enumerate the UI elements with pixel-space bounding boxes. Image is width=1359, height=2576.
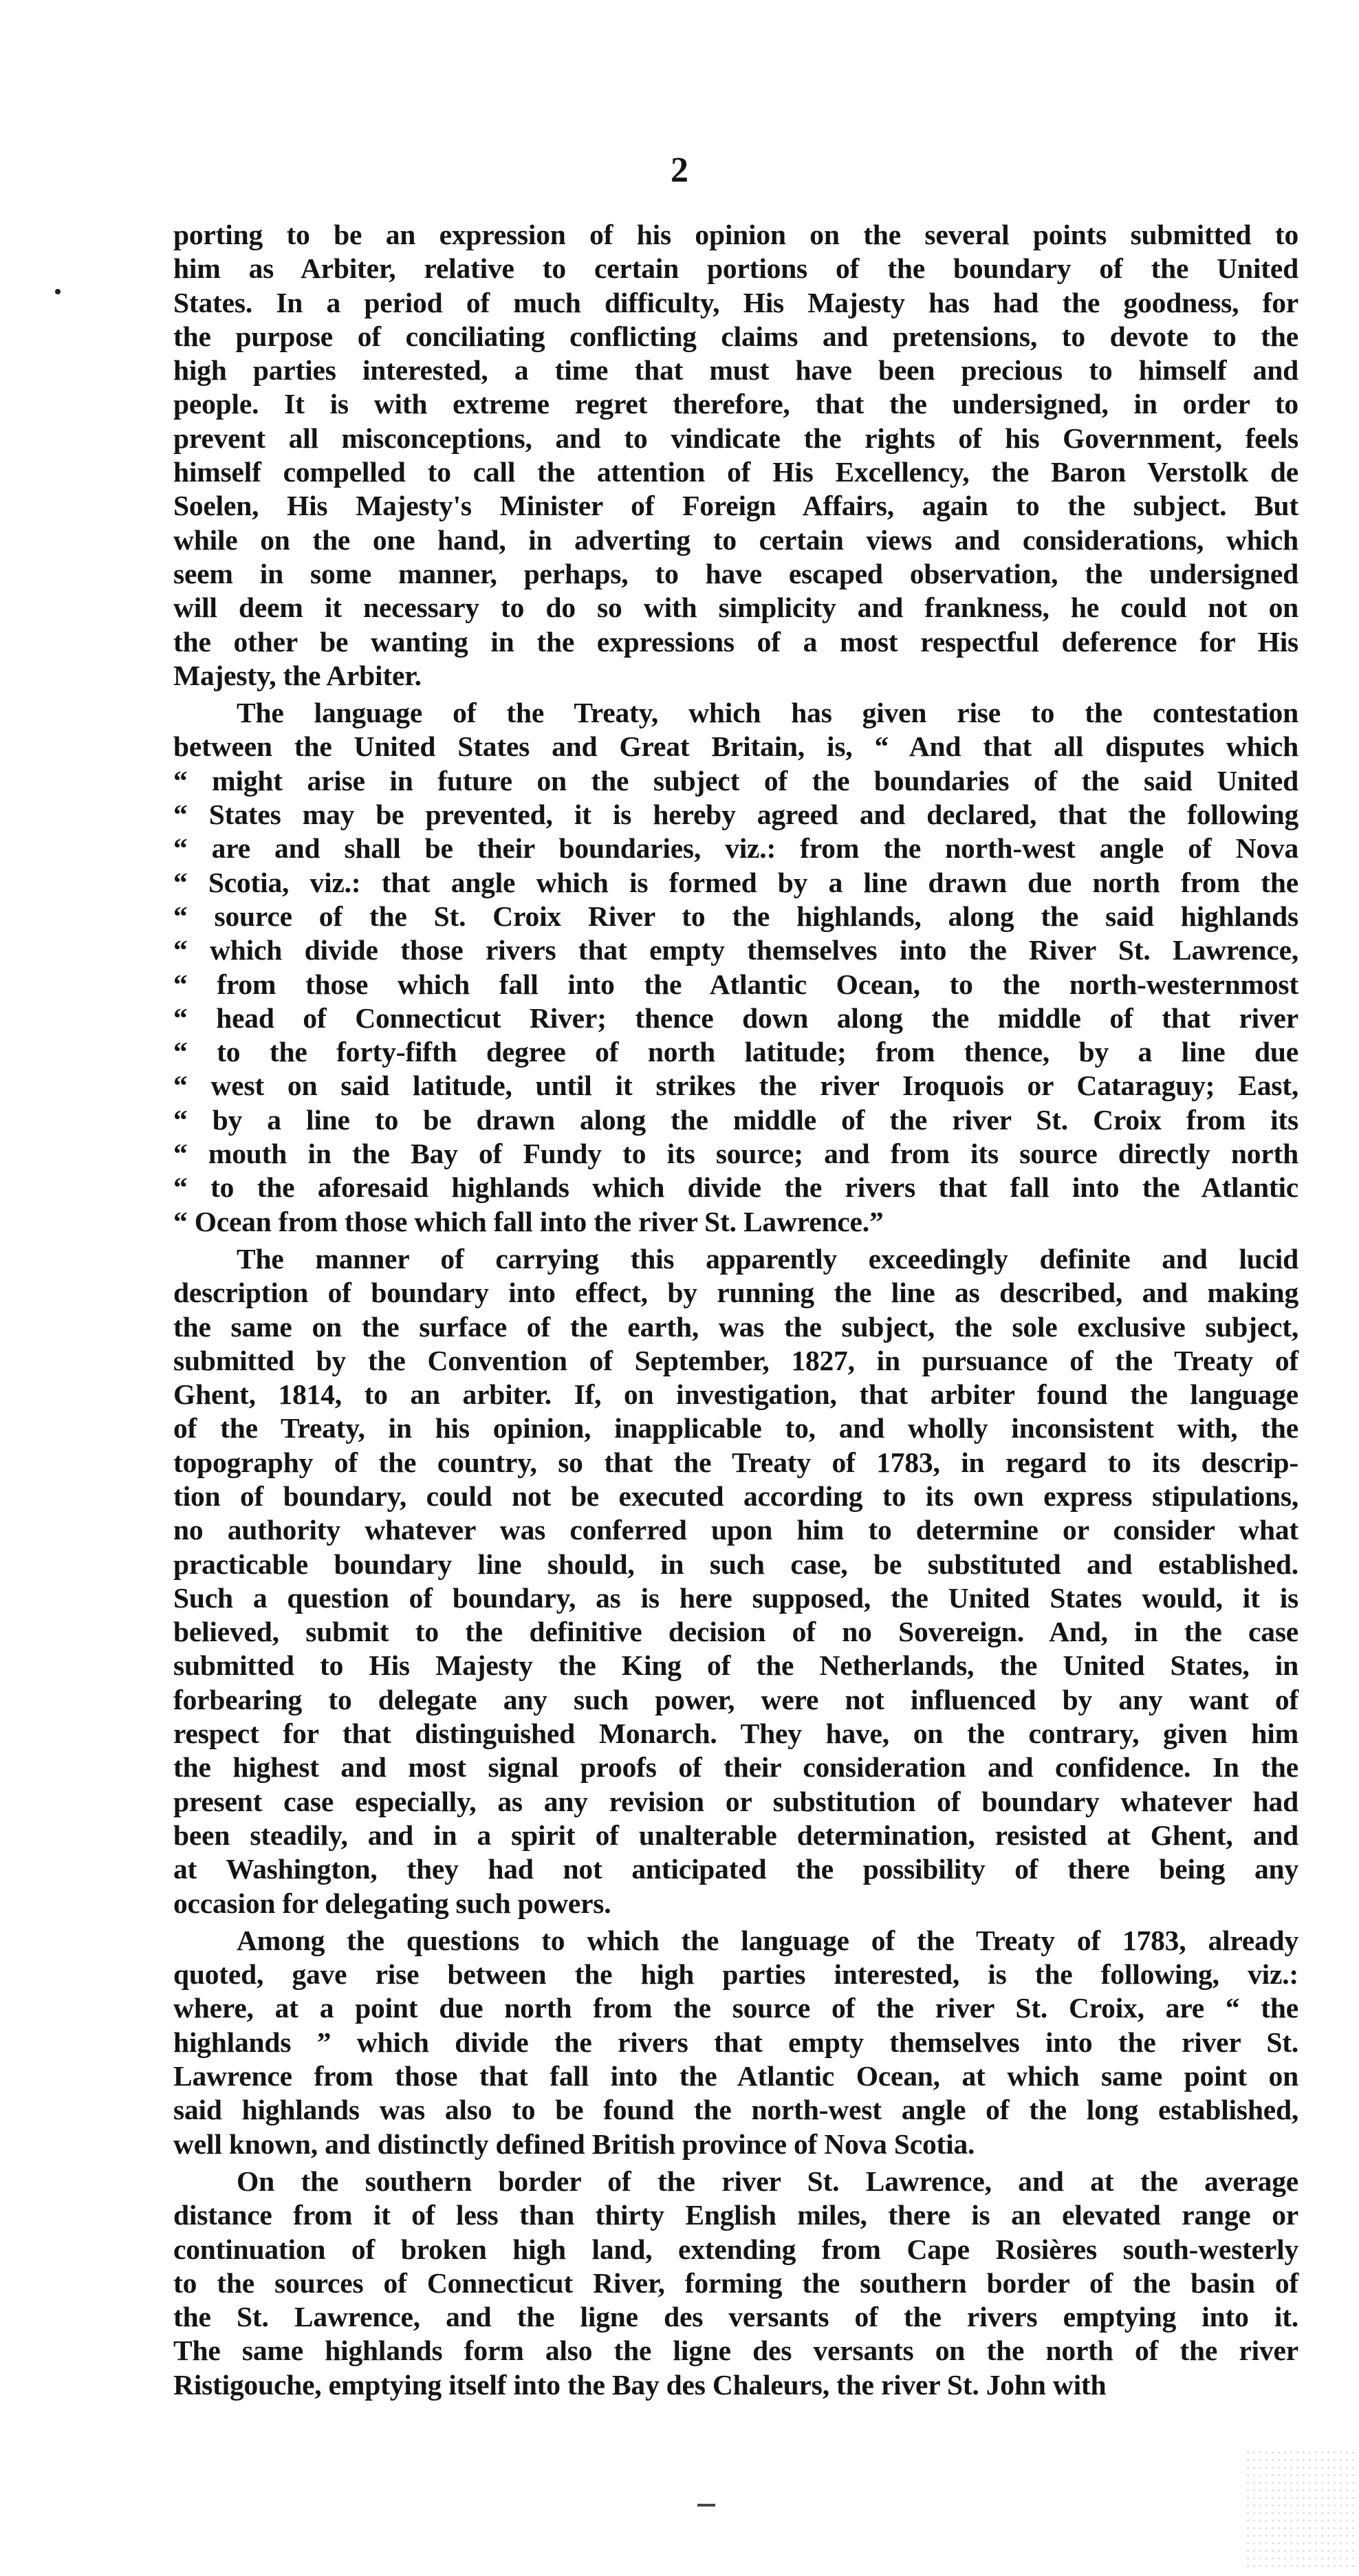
text-line: well known, and distinctly defined British province of Nova Scotia.: [173, 2128, 975, 2160]
text-line: people. It is with extreme regret therefore, that the undersigned, in order to: [173, 388, 1298, 420]
text-line: “ head of Connecticut River; thence down along the middle of that river: [173, 1002, 1298, 1034]
text-line: highlands ” which divide the rivers that empty themselves into the river St.: [173, 2026, 1298, 2058]
paragraph: [173, 696, 1298, 1239]
text-line: “ by a line to be drawn along the middle of the river St. Croix from its: [173, 1103, 1298, 1136]
paragraph: [173, 218, 1298, 693]
text-line: between the United States and Great Britain, is, “ And that all disputes which: [173, 730, 1298, 763]
text-line: continuation of broken high land, extending from Cape Rosières south-westerly: [173, 2233, 1298, 2265]
text-line: The manner of carrying this apparently exceedingly definite and lucid: [237, 1242, 1298, 1275]
text-line: Among the questions to which the language of the Treaty of 1783, already: [237, 1924, 1298, 1956]
text-line: practicable boundary line should, in such case, be substituted and established.: [173, 1548, 1298, 1580]
text-line: no authority whatever was conferred upon him to determine or consider what: [173, 1514, 1298, 1546]
text-line: been steadily, and in a spirit of unalterable determination, resisted at Ghent, and: [173, 1819, 1298, 1851]
text-line: On the southern border of the river St. Lawrence, and at the average: [237, 2165, 1298, 2197]
text-line: States. In a period of much difficulty, His Majesty has had the goodness, for: [173, 286, 1298, 318]
text-line: description of boundary into effect, by running the line as described, and making: [173, 1277, 1298, 1309]
text-line: seem in some manner, perhaps, to have escaped observation, the undersigned: [173, 557, 1298, 589]
text-line: him as Arbiter, relative to certain portions of the boundary of the United: [173, 252, 1298, 285]
paragraph: [173, 2165, 1298, 2402]
text-line: himself compelled to call the attention of His Excellency, the Baron Verstolk de: [173, 456, 1298, 488]
text-line: “ from those which fall into the Atlantic Ocean, to the north-westernmost: [173, 968, 1298, 1000]
page-number: 2: [671, 151, 688, 190]
text-line: “ might arise in future on the subject of the boundaries of the said United: [173, 764, 1298, 797]
text-line: “ mouth in the Bay of Fundy to its source; and from its source directly north: [173, 1138, 1298, 1170]
paragraph: [173, 1924, 1298, 2161]
text-line: at Washington, they had not anticipated the possibility of there being any: [173, 1853, 1298, 1885]
text-line: Soelen, His Majesty's Minister of Foreign Affairs, again to the subject. But: [173, 490, 1298, 522]
text-line: “ Scotia, viz.: that angle which is formed by a line drawn due north from the: [173, 866, 1298, 898]
text-line: porting to be an expression of his opinion on the several points submitted to: [173, 219, 1298, 250]
text-line: topography of the country, so that the Treaty of 1783, in regard to its descrip-: [173, 1446, 1298, 1478]
text-line: The same highlands form also the ligne des versants on the north of the river: [173, 2335, 1298, 2367]
body-text: [173, 215, 1298, 2402]
text-line: Majesty, the Arbiter.: [173, 659, 422, 691]
text-line: Such a question of boundary, as is here supposed, the United States would, it is: [173, 1581, 1298, 1614]
text-line: the purpose of conciliating conflicting claims and pretensions, to devote to the: [173, 320, 1298, 352]
text-line: occasion for delegating such powers.: [173, 1887, 611, 1919]
text-line: where, at a point due north from the source of the river St. Croix, are “ the: [173, 1992, 1298, 2024]
text-line: “ Ocean from those which fall into the river St. Lawrence.”: [173, 1205, 884, 1237]
scan-noise: [1245, 2449, 1355, 2573]
text-line: “ west on said latitude, until it strikes the river Iroquois or Cataraguy; East,: [173, 1070, 1298, 1102]
paragraph: [173, 1242, 1298, 1920]
text-line: “ to the aforesaid highlands which divide the rivers that fall into the Atlantic: [173, 1171, 1298, 1204]
text-line: of the Treaty, in his opinion, inapplicable to, and wholly inconsistent with, the: [173, 1412, 1298, 1444]
text-line: Lawrence from those that fall into the Atlantic Ocean, at which same point on: [173, 2060, 1298, 2092]
text-line: said highlands was also to be found the north-west angle of the long established,: [173, 2094, 1298, 2126]
text-line: to the sources of Connecticut River, forming the southern border of the basin of: [173, 2266, 1298, 2299]
text-line: forbearing to delegate any such power, were not influenced by any want of: [173, 1683, 1298, 1715]
text-line: The language of the Treaty, which has given rise to the contestation: [237, 697, 1298, 729]
text-line: will deem it necessary to do so with simplicity and frankness, he could not on: [173, 592, 1298, 624]
text-line: submitted to His Majesty the King of the Netherlands, the United States, in: [173, 1649, 1298, 1682]
text-line: Ristigouche, emptying itself into the Bay des Chaleurs, the river St. John with: [173, 2368, 1107, 2401]
text-line: “ which divide those rivers that empty themselves into the River St. Lawrence,: [173, 934, 1298, 966]
margin-speck: [55, 289, 61, 294]
text-line: respect for that distinguished Monarch. They have, on the contrary, given him: [173, 1718, 1298, 1750]
text-line: the other be wanting in the expressions of a most respectful deference for His: [173, 625, 1298, 658]
text-line: high parties interested, a time that must have been precious to himself and: [173, 354, 1298, 387]
text-line: while on the one hand, in adverting to certain views and considerations, which: [173, 523, 1298, 556]
text-line: the same on the surface of the earth, was the subject, the sole exclusive subject,: [173, 1310, 1298, 1343]
text-line: submitted by the Convention of September, 1827, in pursuance of the Treaty of: [173, 1344, 1298, 1376]
text-line: distance from it of less than thirty English miles, there is an elevated range or: [173, 2199, 1298, 2231]
text-line: the highest and most signal proofs of their consideration and confidence. In the: [173, 1751, 1298, 1784]
text-line: “ are and shall be their boundaries, viz.: from the north-west angle of Nova: [173, 832, 1298, 865]
text-line: the St. Lawrence, and the ligne des versants of the rivers emptying into it.: [173, 2301, 1298, 2333]
text-line: “ to the forty-fifth degree of north latitude; from thence, by a line due: [173, 1036, 1298, 1068]
text-line: believed, submit to the definitive decision of no Sovereign. And, in the case: [173, 1616, 1298, 1648]
text-line: Ghent, 1814, to an arbiter. If, on investigation, that arbiter found the language: [173, 1378, 1298, 1411]
text-line: tion of boundary, could not be executed according to its own express stipulations,: [173, 1480, 1298, 1512]
text-line: “ States may be prevented, it is hereby agreed and declared, that the following: [173, 799, 1298, 831]
text-line: quoted, gave rise between the high parties interested, is the following, viz.:: [173, 1958, 1298, 1991]
text-line: prevent all misconceptions, and to vindicate the rights of his Government, feels: [173, 422, 1298, 454]
bottom-mark: [697, 2504, 715, 2507]
text-line: “ source of the St. Croix River to the highlands, along the said highlands: [173, 900, 1298, 932]
text-line: present case especially, as any revision or substitution of boundary whatever had: [173, 1785, 1298, 1817]
